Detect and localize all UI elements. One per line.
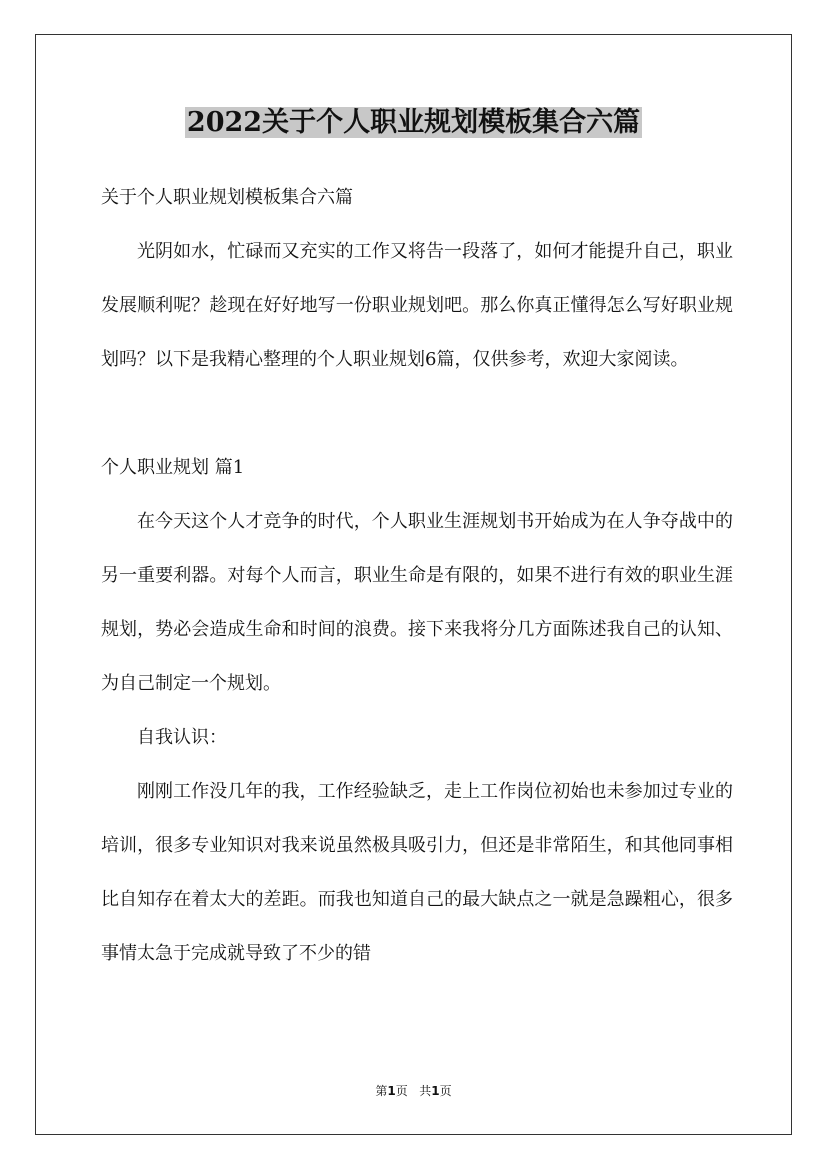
body-paragraph-2: 刚刚工作没几年的我，工作经验缺乏，走上工作岗位初始也未参加过专业的培训，很多专业知识对我来说虽然极具吸引力，但还是非常陌生，和其他同事相比自知存在着太大的差距。而我也知道自己的最大缺点之一就是急躁粗心，很多事情太急于完成就导致了不少的错 xyxy=(101,781,733,964)
intro-paragraph: 光阴如水，忙碌而又充实的工作又将告一段落了，如何才能提升自己，职业发展顺利呢？趁现在好好地写一份职业规划吧。那么你真正懂得怎么写好职业规划吗？以下是我精心整理的个人职业规划6篇，仅供参考，欢迎大家阅读。 xyxy=(101,241,733,370)
footer-total-prefix: 共 xyxy=(419,1084,432,1098)
paragraph-spacer xyxy=(101,387,733,441)
page-footer xyxy=(0,1082,827,1100)
footer-total-suffix: 页 xyxy=(439,1084,452,1098)
document-title-block xyxy=(0,103,827,143)
footer-page-prefix: 第 xyxy=(375,1084,388,1098)
document-body xyxy=(101,171,733,981)
document-title: 2022关于个人职业规划模板集合六篇 xyxy=(186,107,641,138)
body-paragraph-1: 在今天这个人才竞争的时代，个人职业生涯规划书开始成为在人争夺战中的另一重要利器。对每个人而言，职业生命是有限的，如果不进行有效的职业生涯规划，势必会造成生命和时间的浪费。接下来我将分几方面陈述我自己的认知、为自己制定一个规划。 xyxy=(101,511,733,694)
self-awareness-heading: 自我认识： xyxy=(137,727,227,748)
footer-total-number: 1 xyxy=(431,1084,440,1098)
footer-page-suffix: 页 xyxy=(395,1084,408,1098)
footer-page-number: 1 xyxy=(387,1084,396,1098)
section-heading: 个人职业规划 篇1 xyxy=(101,457,245,478)
document-subtitle: 关于个人职业规划模板集合六篇 xyxy=(101,187,353,208)
